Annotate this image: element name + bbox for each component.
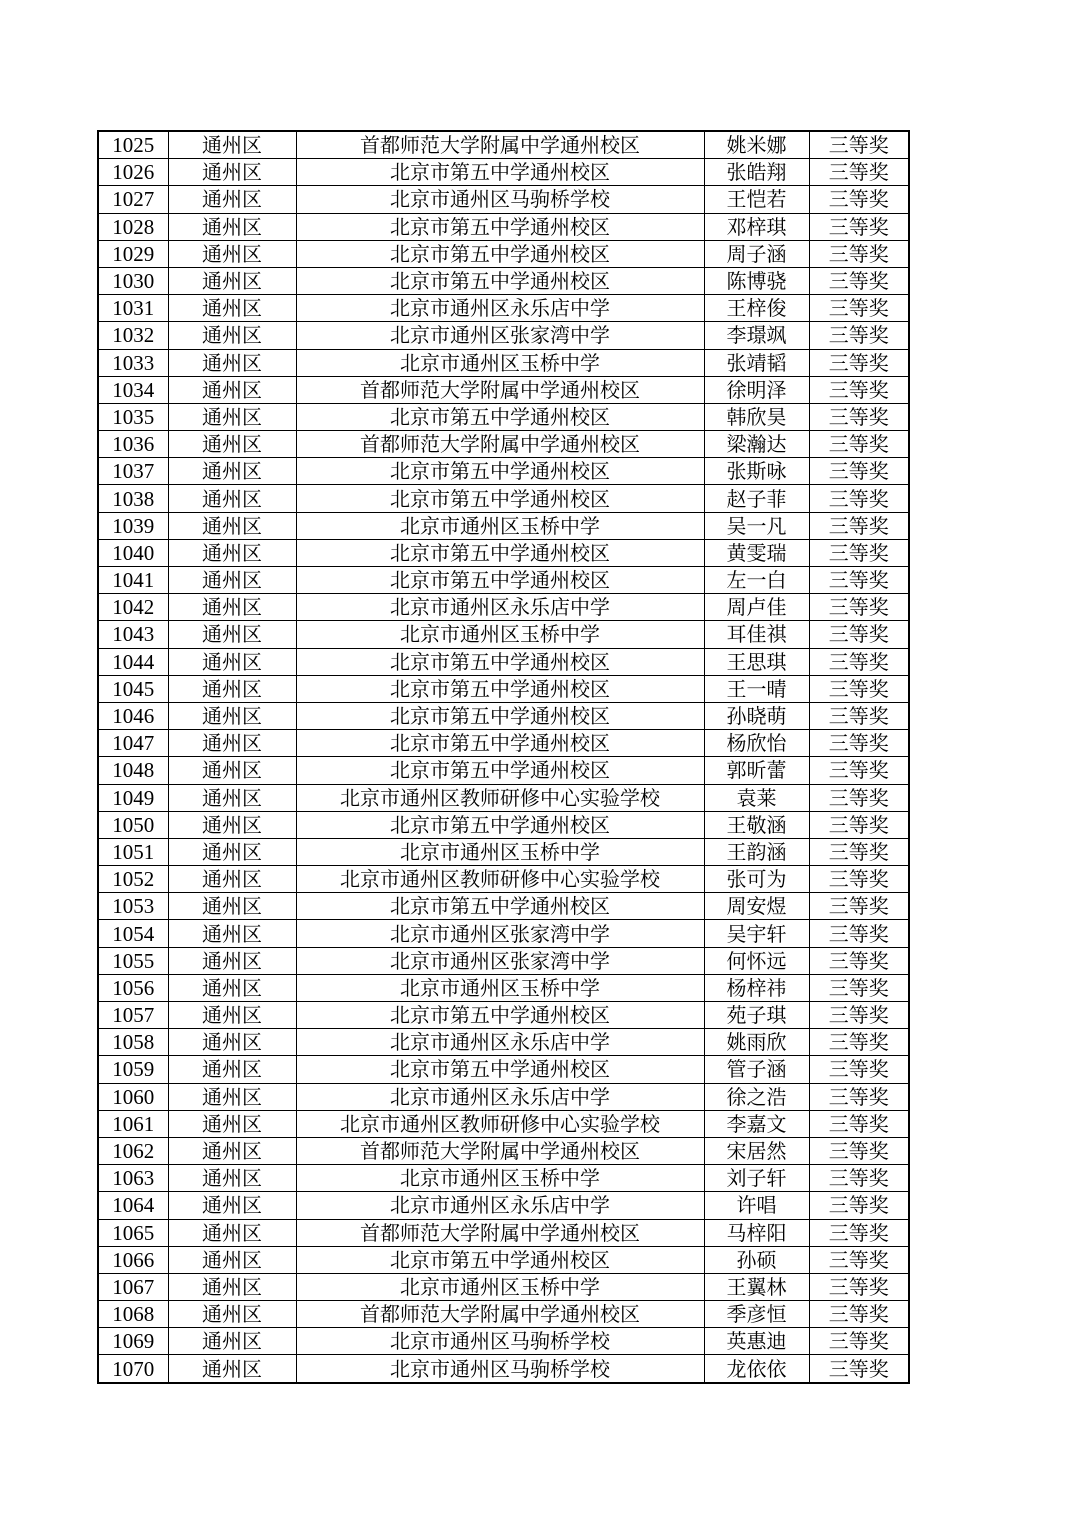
student-name-cell: 张可为 [704,866,809,893]
school-cell: 北京市第五中学通州校区 [296,1246,704,1273]
district-cell: 通州区 [168,186,296,213]
student-name-cell: 杨梓祎 [704,974,809,1001]
table-row [98,675,909,702]
student-name-cell: 韩欣昊 [704,403,809,430]
district-cell: 通州区 [168,1219,296,1246]
row-id-cell: 1029 [98,240,168,267]
school-cell: 北京市通州区教师研修中心实验学校 [296,784,704,811]
school-cell: 北京市第五中学通州校区 [296,403,704,430]
district-cell: 通州区 [168,240,296,267]
school-cell: 北京市第五中学通州校区 [296,485,704,512]
school-cell: 北京市第五中学通州校区 [296,648,704,675]
school-cell: 北京市第五中学通州校区 [296,1056,704,1083]
table-row [98,1192,909,1219]
district-cell: 通州区 [168,376,296,403]
row-id-cell: 1063 [98,1165,168,1192]
district-cell: 通州区 [168,974,296,1001]
row-id-cell: 1031 [98,295,168,322]
award-cell: 三等奖 [809,1029,909,1056]
district-cell: 通州区 [168,1110,296,1137]
award-cell: 三等奖 [809,512,909,539]
award-cell: 三等奖 [809,1056,909,1083]
table-row [98,1219,909,1246]
award-cell: 三等奖 [809,866,909,893]
award-cell: 三等奖 [809,539,909,566]
student-name-cell: 龙依依 [704,1355,809,1383]
award-cell: 三等奖 [809,838,909,865]
award-cell: 三等奖 [809,1137,909,1164]
award-cell: 三等奖 [809,1328,909,1355]
award-cell: 三等奖 [809,213,909,240]
school-cell: 北京市通州区玉桥中学 [296,1273,704,1300]
row-id-cell: 1059 [98,1056,168,1083]
student-name-cell: 徐明泽 [704,376,809,403]
district-cell: 通州区 [168,1355,296,1383]
school-cell: 北京市通州区永乐店中学 [296,1192,704,1219]
row-id-cell: 1062 [98,1137,168,1164]
district-cell: 通州区 [168,757,296,784]
school-cell: 北京市通州区玉桥中学 [296,1165,704,1192]
award-cell: 三等奖 [809,811,909,838]
student-name-cell: 姚米娜 [704,131,809,159]
award-cell: 三等奖 [809,1355,909,1383]
award-cell: 三等奖 [809,349,909,376]
table-row [98,920,909,947]
award-cell: 三等奖 [809,1083,909,1110]
district-cell: 通州区 [168,539,296,566]
table-row [98,539,909,566]
student-name-cell: 黄雯瑞 [704,539,809,566]
row-id-cell: 1057 [98,1002,168,1029]
school-cell: 首都师范大学附属中学通州校区 [296,131,704,159]
school-cell: 北京市第五中学通州校区 [296,213,704,240]
table-row [98,1355,909,1383]
table-row [98,485,909,512]
district-cell: 通州区 [168,621,296,648]
student-name-cell: 吴宇轩 [704,920,809,947]
student-name-cell: 孙晓萌 [704,702,809,729]
district-cell: 通州区 [168,947,296,974]
table-row [98,240,909,267]
award-cell: 三等奖 [809,648,909,675]
student-name-cell: 周安煜 [704,893,809,920]
table-row [98,1110,909,1137]
school-cell: 北京市通州区永乐店中学 [296,295,704,322]
district-cell: 通州区 [168,1246,296,1273]
award-cell: 三等奖 [809,458,909,485]
student-name-cell: 吴一凡 [704,512,809,539]
school-cell: 北京市通州区玉桥中学 [296,512,704,539]
district-cell: 通州区 [168,131,296,159]
award-cell: 三等奖 [809,322,909,349]
row-id-cell: 1042 [98,594,168,621]
row-id-cell: 1026 [98,159,168,186]
table-row [98,947,909,974]
row-id-cell: 1061 [98,1110,168,1137]
student-name-cell: 马梓阳 [704,1219,809,1246]
table-row [98,1083,909,1110]
row-id-cell: 1050 [98,811,168,838]
award-cell: 三等奖 [809,1219,909,1246]
table-row [98,784,909,811]
school-cell: 北京市通州区玉桥中学 [296,838,704,865]
school-cell: 北京市第五中学通州校区 [296,240,704,267]
student-name-cell: 何怀远 [704,947,809,974]
school-cell: 北京市第五中学通州校区 [296,458,704,485]
student-name-cell: 宋居然 [704,1137,809,1164]
table-row [98,702,909,729]
row-id-cell: 1037 [98,458,168,485]
table-row [98,349,909,376]
district-cell: 通州区 [168,213,296,240]
school-cell: 北京市第五中学通州校区 [296,893,704,920]
row-id-cell: 1043 [98,621,168,648]
district-cell: 通州区 [168,1273,296,1300]
district-cell: 通州区 [168,1192,296,1219]
school-cell: 北京市通州区玉桥中学 [296,349,704,376]
award-cell: 三等奖 [809,920,909,947]
student-name-cell: 李璟飒 [704,322,809,349]
student-name-cell: 赵子菲 [704,485,809,512]
table-row [98,403,909,430]
school-cell: 北京市通州区教师研修中心实验学校 [296,1110,704,1137]
district-cell: 通州区 [168,567,296,594]
district-cell: 通州区 [168,702,296,729]
award-cell: 三等奖 [809,1273,909,1300]
school-cell: 首都师范大学附属中学通州校区 [296,1137,704,1164]
school-cell: 北京市第五中学通州校区 [296,267,704,294]
table-row [98,322,909,349]
row-id-cell: 1041 [98,567,168,594]
district-cell: 通州区 [168,1165,296,1192]
student-name-cell: 姚雨欣 [704,1029,809,1056]
student-name-cell: 耳佳祺 [704,621,809,648]
student-name-cell: 许唱 [704,1192,809,1219]
award-cell: 三等奖 [809,702,909,729]
row-id-cell: 1046 [98,702,168,729]
table-row [98,811,909,838]
school-cell: 北京市通州区张家湾中学 [296,947,704,974]
district-cell: 通州区 [168,403,296,430]
table-row [98,1246,909,1273]
table-row [98,1328,909,1355]
school-cell: 首都师范大学附属中学通州校区 [296,1219,704,1246]
award-cell: 三等奖 [809,567,909,594]
row-id-cell: 1028 [98,213,168,240]
table-row [98,648,909,675]
table-row [98,213,909,240]
district-cell: 通州区 [168,1002,296,1029]
row-id-cell: 1056 [98,974,168,1001]
school-cell: 北京市第五中学通州校区 [296,1002,704,1029]
student-name-cell: 梁瀚达 [704,431,809,458]
award-cell: 三等奖 [809,893,909,920]
school-cell: 北京市第五中学通州校区 [296,702,704,729]
award-cell: 三等奖 [809,757,909,784]
table-row [98,974,909,1001]
district-cell: 通州区 [168,458,296,485]
district-cell: 通州区 [168,485,296,512]
award-cell: 三等奖 [809,1002,909,1029]
district-cell: 通州区 [168,866,296,893]
award-cell: 三等奖 [809,1301,909,1328]
table-row [98,594,909,621]
table-row [98,621,909,648]
school-cell: 首都师范大学附属中学通州校区 [296,431,704,458]
table-row [98,295,909,322]
table-row [98,431,909,458]
table-row [98,730,909,757]
row-id-cell: 1060 [98,1083,168,1110]
table-row [98,186,909,213]
student-name-cell: 张靖韬 [704,349,809,376]
student-name-cell: 袁莱 [704,784,809,811]
district-cell: 通州区 [168,295,296,322]
district-cell: 通州区 [168,811,296,838]
row-id-cell: 1066 [98,1246,168,1273]
district-cell: 通州区 [168,594,296,621]
row-id-cell: 1053 [98,893,168,920]
award-cell: 三等奖 [809,675,909,702]
row-id-cell: 1048 [98,757,168,784]
school-cell: 北京市第五中学通州校区 [296,539,704,566]
row-id-cell: 1040 [98,539,168,566]
student-name-cell: 张皓翔 [704,159,809,186]
student-name-cell: 王翼林 [704,1273,809,1300]
school-cell: 首都师范大学附属中学通州校区 [296,1301,704,1328]
table-row [98,1056,909,1083]
student-name-cell: 王韵涵 [704,838,809,865]
student-name-cell: 周子涵 [704,240,809,267]
row-id-cell: 1068 [98,1301,168,1328]
student-name-cell: 周卢佳 [704,594,809,621]
table-row [98,376,909,403]
district-cell: 通州区 [168,648,296,675]
student-name-cell: 孙硕 [704,1246,809,1273]
row-id-cell: 1049 [98,784,168,811]
award-cell: 三等奖 [809,947,909,974]
award-cell: 三等奖 [809,730,909,757]
row-id-cell: 1045 [98,675,168,702]
student-name-cell: 王恺若 [704,186,809,213]
table-row [98,893,909,920]
award-cell: 三等奖 [809,621,909,648]
table-row [98,1002,909,1029]
district-cell: 通州区 [168,1083,296,1110]
award-cell: 三等奖 [809,403,909,430]
row-id-cell: 1058 [98,1029,168,1056]
row-id-cell: 1032 [98,322,168,349]
student-name-cell: 邓梓琪 [704,213,809,240]
student-name-cell: 左一白 [704,567,809,594]
award-cell: 三等奖 [809,1192,909,1219]
school-cell: 北京市第五中学通州校区 [296,567,704,594]
row-id-cell: 1035 [98,403,168,430]
district-cell: 通州区 [168,838,296,865]
school-cell: 北京市通州区马驹桥学校 [296,1355,704,1383]
award-cell: 三等奖 [809,784,909,811]
school-cell: 北京市第五中学通州校区 [296,811,704,838]
row-id-cell: 1044 [98,648,168,675]
row-id-cell: 1055 [98,947,168,974]
student-name-cell: 杨欣怡 [704,730,809,757]
award-cell: 三等奖 [809,974,909,1001]
student-name-cell: 英惠迪 [704,1328,809,1355]
table-row [98,131,909,159]
district-cell: 通州区 [168,1137,296,1164]
school-cell: 北京市通州区永乐店中学 [296,1029,704,1056]
school-cell: 北京市通州区马驹桥学校 [296,1328,704,1355]
student-name-cell: 陈博骁 [704,267,809,294]
row-id-cell: 1039 [98,512,168,539]
row-id-cell: 1030 [98,267,168,294]
school-cell: 北京市通州区永乐店中学 [296,1083,704,1110]
student-name-cell: 张斯咏 [704,458,809,485]
district-cell: 通州区 [168,784,296,811]
row-id-cell: 1025 [98,131,168,159]
award-cell: 三等奖 [809,1110,909,1137]
table-row [98,512,909,539]
school-cell: 北京市第五中学通州校区 [296,730,704,757]
district-cell: 通州区 [168,675,296,702]
row-id-cell: 1064 [98,1192,168,1219]
student-name-cell: 管子涵 [704,1056,809,1083]
district-cell: 通州区 [168,1029,296,1056]
row-id-cell: 1070 [98,1355,168,1383]
school-cell: 北京市通州区永乐店中学 [296,594,704,621]
row-id-cell: 1033 [98,349,168,376]
table-row [98,838,909,865]
award-cell: 三等奖 [809,376,909,403]
student-name-cell: 徐之浩 [704,1083,809,1110]
table-row [98,159,909,186]
school-cell: 北京市第五中学通州校区 [296,757,704,784]
district-cell: 通州区 [168,349,296,376]
district-cell: 通州区 [168,893,296,920]
award-cell: 三等奖 [809,1246,909,1273]
row-id-cell: 1069 [98,1328,168,1355]
award-cell: 三等奖 [809,1165,909,1192]
table-row [98,757,909,784]
district-cell: 通州区 [168,431,296,458]
school-cell: 北京市通州区马驹桥学校 [296,186,704,213]
school-cell: 北京市第五中学通州校区 [296,675,704,702]
table-row [98,1165,909,1192]
school-cell: 北京市通州区教师研修中心实验学校 [296,866,704,893]
district-cell: 通州区 [168,920,296,947]
school-cell: 北京市第五中学通州校区 [296,159,704,186]
school-cell: 北京市通州区张家湾中学 [296,322,704,349]
student-name-cell: 郭昕蕾 [704,757,809,784]
student-name-cell: 王思琪 [704,648,809,675]
award-cell: 三等奖 [809,186,909,213]
table-row [98,458,909,485]
row-id-cell: 1036 [98,431,168,458]
student-name-cell: 李嘉文 [704,1110,809,1137]
award-list-body [98,131,909,1383]
row-id-cell: 1054 [98,920,168,947]
table-row [98,267,909,294]
student-name-cell: 王敬涵 [704,811,809,838]
row-id-cell: 1065 [98,1219,168,1246]
school-cell: 首都师范大学附属中学通州校区 [296,376,704,403]
award-list-table [97,130,910,1384]
district-cell: 通州区 [168,267,296,294]
award-cell: 三等奖 [809,131,909,159]
district-cell: 通州区 [168,1056,296,1083]
row-id-cell: 1034 [98,376,168,403]
award-cell: 三等奖 [809,159,909,186]
district-cell: 通州区 [168,322,296,349]
school-cell: 北京市通州区玉桥中学 [296,621,704,648]
school-cell: 北京市通州区张家湾中学 [296,920,704,947]
district-cell: 通州区 [168,1328,296,1355]
student-name-cell: 王梓俊 [704,295,809,322]
student-name-cell: 季彦恒 [704,1301,809,1328]
school-cell: 北京市通州区玉桥中学 [296,974,704,1001]
table-row [98,567,909,594]
student-name-cell: 王一晴 [704,675,809,702]
row-id-cell: 1052 [98,866,168,893]
district-cell: 通州区 [168,512,296,539]
table-row [98,866,909,893]
award-cell: 三等奖 [809,240,909,267]
row-id-cell: 1027 [98,186,168,213]
district-cell: 通州区 [168,730,296,757]
row-id-cell: 1047 [98,730,168,757]
table-row [98,1273,909,1300]
table-row [98,1029,909,1056]
student-name-cell: 刘子轩 [704,1165,809,1192]
table-row [98,1301,909,1328]
award-cell: 三等奖 [809,267,909,294]
student-name-cell: 苑子琪 [704,1002,809,1029]
row-id-cell: 1038 [98,485,168,512]
row-id-cell: 1067 [98,1273,168,1300]
row-id-cell: 1051 [98,838,168,865]
award-cell: 三等奖 [809,594,909,621]
table-row [98,1137,909,1164]
district-cell: 通州区 [168,1301,296,1328]
award-cell: 三等奖 [809,485,909,512]
award-cell: 三等奖 [809,295,909,322]
award-cell: 三等奖 [809,431,909,458]
district-cell: 通州区 [168,159,296,186]
